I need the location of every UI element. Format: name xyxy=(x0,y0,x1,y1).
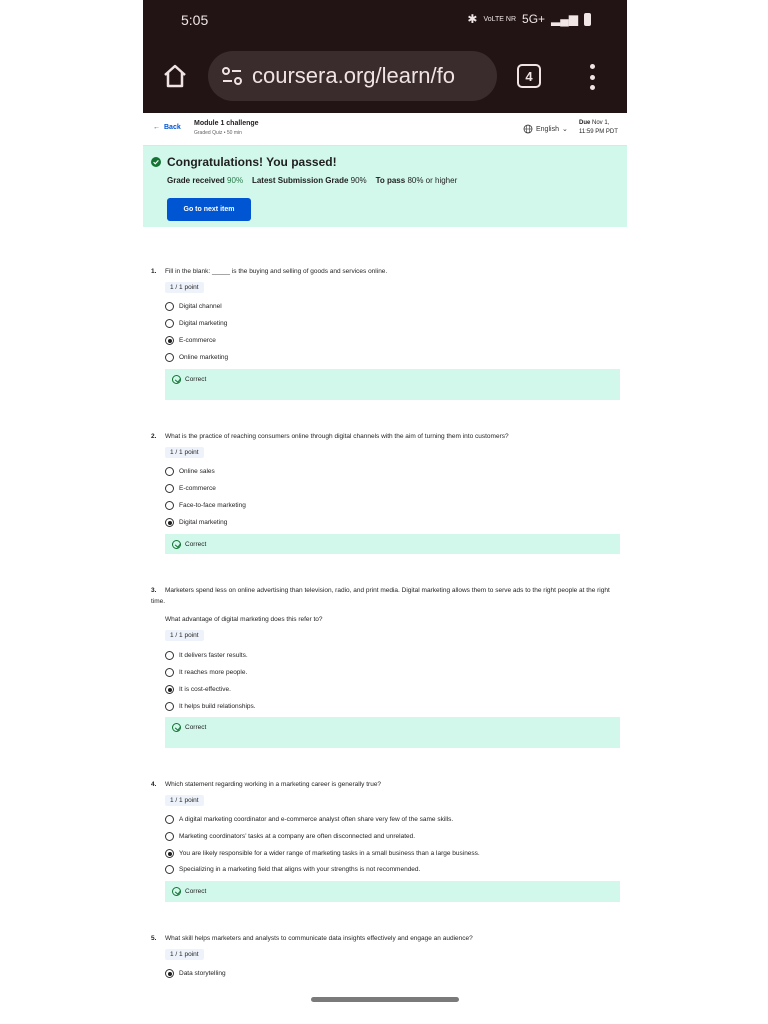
browser-top-bar xyxy=(143,0,627,113)
feedback-text: Correct xyxy=(185,724,207,731)
radio-selected-icon[interactable] xyxy=(165,336,174,345)
radio-selected-icon[interactable] xyxy=(165,685,174,694)
back-link[interactable] xyxy=(153,124,181,131)
site-settings-icon[interactable] xyxy=(220,65,244,87)
option-label: Digital marketing xyxy=(179,320,228,327)
feedback-box xyxy=(165,369,620,400)
question-prompt: What skill helps marketers and analysts to communicate data insights effectively and engage an audience? xyxy=(165,935,473,942)
radio-icon[interactable] xyxy=(165,702,174,711)
globe-icon xyxy=(523,124,533,134)
feedback-box xyxy=(165,534,620,554)
status-time: 5:05 xyxy=(181,12,209,28)
radio-selected-icon[interactable] xyxy=(165,518,174,527)
pass-label: To pass xyxy=(375,176,406,185)
feedback-box xyxy=(165,717,620,748)
arrow-left-icon: ← xyxy=(153,124,160,131)
option-2[interactable] xyxy=(165,319,227,328)
battery-icon xyxy=(584,13,591,26)
language-label: English xyxy=(536,125,559,133)
option-3[interactable] xyxy=(165,685,231,694)
question-text xyxy=(151,933,621,944)
question-number: 1. xyxy=(151,268,157,275)
option-label: It delivers faster results. xyxy=(179,652,248,659)
due-date xyxy=(579,119,618,137)
question-prompt: Marketers spend less on online advertising than television, radio, and print media. Digital marketing allows them to serve ads to the right people at the right time. xyxy=(151,587,610,605)
check-icon xyxy=(172,540,181,549)
option-1[interactable] xyxy=(165,969,226,978)
radio-selected-icon[interactable] xyxy=(165,969,174,978)
option-label: Specializing in a marketing field that aligns with your strengths is not recommended. xyxy=(179,866,421,873)
points-badge: 1 / 1 point xyxy=(165,795,204,806)
option-3[interactable] xyxy=(165,849,480,858)
language-selector[interactable] xyxy=(523,124,568,134)
gesture-navigation-bar[interactable] xyxy=(311,997,459,1002)
option-1[interactable] xyxy=(165,467,215,476)
option-label: A digital marketing coordinator and e-commerce analyst often share very few of the same skills. xyxy=(179,816,454,823)
signal-icon: ▂▄▆ xyxy=(551,12,578,26)
question-number: 2. xyxy=(151,433,157,440)
option-1[interactable] xyxy=(165,651,248,660)
question-number: 5. xyxy=(151,935,157,942)
home-button[interactable] xyxy=(161,62,189,90)
question-text xyxy=(151,266,621,277)
radio-icon[interactable] xyxy=(165,501,174,510)
url-bar[interactable] xyxy=(208,51,497,101)
module-title: Module 1 challenge xyxy=(194,120,259,127)
option-2[interactable] xyxy=(165,668,247,677)
grade-summary xyxy=(167,176,457,185)
option-label: You are likely responsible for a wider range of marketing tasks in a small business than a large business. xyxy=(179,850,480,857)
carrier-icons: VoLTE NR xyxy=(483,15,517,23)
question-subtext: What advantage of digital marketing does this refer to? xyxy=(165,616,323,623)
option-label: E-commerce xyxy=(179,337,216,344)
latest-value: 90% xyxy=(350,176,367,185)
question-text xyxy=(151,779,621,790)
option-label: E-commerce xyxy=(179,485,216,492)
question-number: 3. xyxy=(151,587,157,594)
radio-icon[interactable] xyxy=(165,865,174,874)
question-prompt: Fill in the blank: _____ is the buying and selling of goods and services online. xyxy=(165,268,388,275)
tab-switcher-button[interactable]: 4 xyxy=(517,64,541,88)
feedback-label xyxy=(172,887,206,896)
check-icon xyxy=(172,723,181,732)
more-options-icon[interactable] xyxy=(588,64,596,90)
option-label: It helps build relationships. xyxy=(179,703,256,710)
feedback-label xyxy=(172,375,206,384)
due-date-value: Nov 1, xyxy=(592,120,610,126)
radio-selected-icon[interactable] xyxy=(165,849,174,858)
option-label: It reaches more people. xyxy=(179,669,248,676)
home-icon xyxy=(161,62,189,90)
network-label: 5G+ xyxy=(522,12,546,26)
banner-title xyxy=(151,155,337,169)
pass-banner xyxy=(143,146,627,227)
quiz-header xyxy=(143,113,627,146)
banner-title-text: Congratulations! You passed! xyxy=(167,155,337,169)
check-icon xyxy=(172,375,181,384)
feedback-box xyxy=(165,881,620,902)
option-2[interactable] xyxy=(165,484,216,493)
feedback-text: Correct xyxy=(185,541,207,548)
option-label: Online marketing xyxy=(179,354,229,361)
points-badge: 1 / 1 point xyxy=(165,949,204,960)
feedback-label xyxy=(172,723,206,732)
feedback-label xyxy=(172,540,206,549)
radio-icon[interactable] xyxy=(165,319,174,328)
option-1[interactable] xyxy=(165,815,453,824)
radio-icon[interactable] xyxy=(165,467,174,476)
check-circle-icon xyxy=(151,157,161,167)
url-text: coursera.org/learn/fo xyxy=(252,63,455,88)
option-label: Marketing coordinators’ tasks at a company are often disconnected and unrelated. xyxy=(179,833,416,840)
question-number: 4. xyxy=(151,781,157,788)
feedback-text: Correct xyxy=(185,888,207,895)
question-text xyxy=(151,431,621,442)
points-badge: 1 / 1 point xyxy=(165,282,204,293)
go-to-next-item-button[interactable]: Go to next item xyxy=(167,198,251,221)
points-badge: 1 / 1 point xyxy=(165,630,204,641)
option-label: It is cost-effective. xyxy=(179,686,231,693)
radio-icon[interactable] xyxy=(165,832,174,841)
radio-icon[interactable] xyxy=(165,484,174,493)
back-label: Back xyxy=(164,124,181,131)
question-prompt: What is the practice of reaching consumers online through digital channels with the aim of turning them into customers? xyxy=(165,433,509,440)
question-text xyxy=(151,585,621,607)
radio-icon[interactable] xyxy=(165,815,174,824)
option-label: Digital channel xyxy=(179,303,222,310)
option-4[interactable] xyxy=(165,702,256,711)
question-prompt: Which statement regarding working in a marketing career is generally true? xyxy=(165,781,382,788)
bluetooth-icon: ✱ xyxy=(467,12,478,26)
due-time-value: 11:59 PM PDT xyxy=(579,129,618,135)
radio-icon[interactable] xyxy=(165,302,174,311)
option-1[interactable] xyxy=(165,302,222,311)
option-4[interactable] xyxy=(165,353,228,362)
radio-icon[interactable] xyxy=(165,668,174,677)
points-badge: 1 / 1 point xyxy=(165,447,204,458)
grade-label: Grade received xyxy=(167,176,225,185)
check-icon xyxy=(172,887,181,896)
option-label: Face-to-face marketing xyxy=(179,502,246,509)
option-3[interactable] xyxy=(165,501,246,510)
grade-value: 90% xyxy=(227,176,244,185)
option-label: Online sales xyxy=(179,468,215,475)
option-label: Data storytelling xyxy=(179,970,226,977)
chevron-down-icon: ⌄ xyxy=(561,126,568,133)
latest-label: Latest Submission Grade xyxy=(251,176,349,185)
option-2[interactable] xyxy=(165,832,415,841)
option-label: Digital marketing xyxy=(179,519,228,526)
option-3[interactable] xyxy=(165,336,216,345)
option-4[interactable] xyxy=(165,518,227,527)
due-label: Due xyxy=(579,120,591,126)
status-icons xyxy=(467,12,591,26)
feedback-text: Correct xyxy=(185,376,207,383)
phone-screen xyxy=(143,0,627,1024)
radio-icon[interactable] xyxy=(165,651,174,660)
pass-value: 80% or higher xyxy=(407,176,458,185)
option-4[interactable] xyxy=(165,865,420,874)
module-subtitle: Graded Quiz • 50 min xyxy=(194,130,242,136)
radio-icon[interactable] xyxy=(165,353,174,362)
